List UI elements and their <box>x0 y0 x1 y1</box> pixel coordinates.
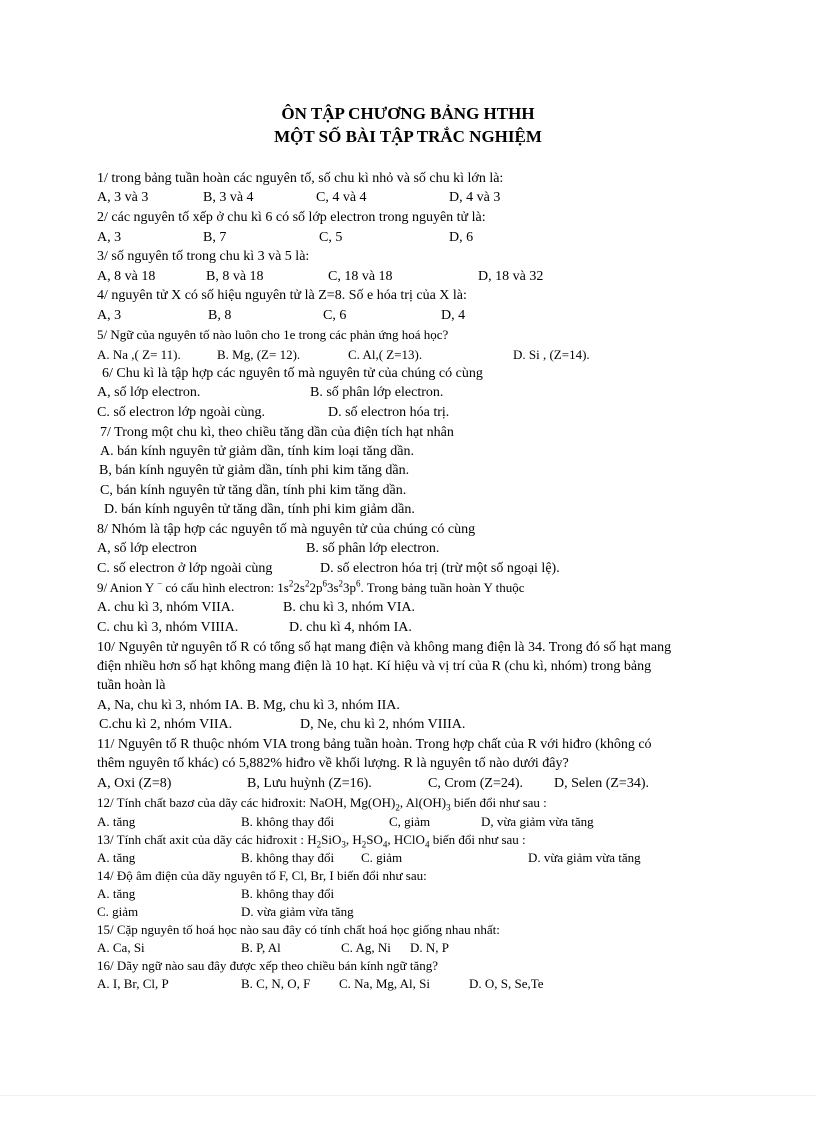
q1-option-b: B, 3 và 4 <box>203 190 254 205</box>
q14-option-b: B. không thay đổi <box>241 886 335 901</box>
question-7: 7/ Trong một chu kì, theo chiều tăng dần của điện tích hạt nhân <box>100 425 454 440</box>
q8-option-c: C. số electron ở lớp ngoài cùng <box>97 561 273 576</box>
q10-option-c: C.chu kì 2, nhóm VIIA. <box>99 717 233 732</box>
q9-option-c: C. chu kì 3, nhóm VIIIA. <box>97 620 239 635</box>
q6-option-b: B. số phân lớp electron. <box>310 385 444 400</box>
q12-option-d: D, vừa giảm vừa tăng <box>481 814 594 829</box>
q1-option-a: A, 3 và 3 <box>97 190 149 205</box>
q7-option-d: D. bán kính nguyên tử tăng dần, tính phi kim giảm dần. <box>104 502 415 517</box>
q6-option-a: A, số lớp electron. <box>97 385 201 400</box>
q14-option-c: C. giảm <box>97 904 139 919</box>
question-11-line-1: 11/ Nguyên tố R thuộc nhóm VIA trong bảng tuần hoàn. Trong hợp chất của R với hiđro (không có <box>97 737 652 752</box>
question-9: 9/ Anion Y − có cấu hình electron: $1s^22s^22p^63s^23p^6$. Trong bảng tuần hoàn Y thuộc <box>97 578 525 595</box>
q2-option-d: D, 6 <box>449 230 474 245</box>
q16-option-b: B. C, N, O, F <box>241 976 311 991</box>
q16-option-c: C. Na, Mg, Al, Si <box>339 976 431 991</box>
q4-option-b: B, 8 <box>208 308 232 323</box>
q12-option-c: C, giảm <box>389 814 431 829</box>
question-16: 16/ Dãy ngữ nào sau đây được xếp theo chiều bán kính ngữ tăng? <box>97 958 439 973</box>
question-10-line-3: tuần hoàn là <box>97 678 166 693</box>
q8-option-b: B. số phân lớp electron. <box>306 541 440 556</box>
q8-option-d: D. số electron hóa trị (trừ một số ngoại lệ). <box>320 561 560 576</box>
q13-option-c: C. giảm <box>361 850 403 865</box>
q12-option-b: B. không thay đổi <box>241 814 335 829</box>
question-8: 8/ Nhóm là tập hợp các nguyên tố mà nguyên tử của chúng có cùng <box>97 522 476 537</box>
q7-option-a: A. bán kính nguyên tử giảm dần, tính kim loại tăng dần. <box>100 444 414 459</box>
q6-option-c: C. số electron lớp ngoài cùng. <box>97 405 265 420</box>
q16-option-a: A. I, Br, Cl, P <box>97 976 169 991</box>
q6-option-d: D. số electron hóa trị. <box>328 405 450 420</box>
q15-option-c: C. Ag, Ni <box>341 940 391 955</box>
q13-option-d: D. vừa giảm vừa tăng <box>528 850 641 865</box>
q3-option-a: A, 8 và 18 <box>97 269 156 284</box>
question-2: 2/ các nguyên tố xếp ở chu kì 6 có số lớp electron trong nguyên tử là: <box>97 210 486 225</box>
q11-option-d: D, Selen (Z=34). <box>554 776 649 791</box>
title-line-1: ÔN TẬP CHƯƠNG BẢNG HTHH <box>281 104 535 123</box>
question-3: 3/ số nguyên tố trong chu kì 3 và 5 là: <box>97 249 310 264</box>
question-12: 12/ Tính chất bazơ của dãy các hiđroxit: NaOH, $Mg(OH)_2$, $Al(OH)_3$ biến đổi như sau : <box>97 795 547 813</box>
page-bottom-divider <box>0 1095 816 1096</box>
q9-option-d: D. chu kì 4, nhóm IA. <box>289 620 412 635</box>
question-13: 13/ Tính chất axit của dãy các hiđroxit : $H_2SiO_3$, $H_2SO_4$, HClO$_4$ biến đổi như sau : <box>97 832 526 850</box>
q16-option-d: D. O, S, Se,Te <box>469 976 544 991</box>
q12-option-a: A. tăng <box>97 814 136 829</box>
q1-option-c: C, 4 và 4 <box>316 190 367 205</box>
q11-option-c: C, Crom (Z=24). <box>428 776 523 791</box>
question-4: 4/ nguyên tử X có số hiệu nguyên tử là Z=8. Số e hóa trị của X là: <box>97 288 467 303</box>
question-1: 1/ trong bảng tuần hoàn các nguyên tố, số chu kì nhỏ và số chu kì lớn là: <box>97 171 504 186</box>
title-line-2: MỘT SỐ BÀI TẬP TRẮC NGHIỆM <box>274 127 542 146</box>
q11-option-a: A, Oxi (Z=8) <box>97 776 172 791</box>
question-11-line-2: thêm nguyên tố khác) có 5,882% hiđro về khối lượng. R là nguyên tố nào dưới đây? <box>97 756 569 771</box>
q9-option-a: A. chu kì 3, nhóm VIIA. <box>97 600 235 615</box>
q7-option-c: C, bán kính nguyên tử tăng dần, tính phi kim tăng dần. <box>100 483 407 498</box>
q7-option-b: B, bán kính nguyên tử giảm dần, tính phi kim tăng dần. <box>99 463 410 478</box>
q15-option-d: D. N, P <box>410 940 450 955</box>
q2-option-a: A, 3 <box>97 230 122 245</box>
question-6: 6/ Chu kì là tập hợp các nguyên tố mà nguyên tử của chúng có cùng <box>102 366 483 381</box>
question-15: 15/ Cặp nguyên tố hoá học nào sau đây có tính chất hoá học giống nhau nhất: <box>97 922 500 937</box>
q4-option-a: A, 3 <box>97 308 122 323</box>
question-10-line-1: 10/ Nguyên tử nguyên tố R có tổng số hạt mang điện và không mang điện là 34. Trong đó số hạt mang <box>97 640 672 655</box>
question-10-line-2: điện nhiều hơn số hạt không mang điện là 10 hạt. Kí hiệu và vị trí của R (chu kì, nhóm) trong bảng <box>97 659 652 674</box>
q2-option-b: B, 7 <box>203 230 227 245</box>
q5-option-a: A. Na ,( Z= 11). <box>97 347 181 362</box>
q11-option-b: B, Lưu huỳnh (Z=16). <box>247 776 372 791</box>
q2-option-c: C, 5 <box>319 230 343 245</box>
question-5: 5/ Ngữ của nguyên tố nào luôn cho 1e trong các phản ứng hoá học? <box>97 327 449 342</box>
q5-option-d: D. Si , (Z=14). <box>513 347 590 362</box>
q9-option-b: B. chu kì 3, nhóm VIA. <box>283 600 415 615</box>
q4-option-d: D, 4 <box>441 308 466 323</box>
q3-option-b: B, 8 và 18 <box>206 269 264 284</box>
q10-option-ab: A, Na, chu kì 3, nhóm IA. B. Mg, chu kì 3, nhóm IIA. <box>97 698 400 713</box>
q5-option-b: B. Mg, (Z= 12). <box>217 347 301 362</box>
q14-option-a: A. tăng <box>97 886 136 901</box>
q13-option-b: B. không thay đổi <box>241 850 335 865</box>
q14-option-d: D. vừa giảm vừa tăng <box>241 904 354 919</box>
q3-option-c: C, 18 và 18 <box>328 269 393 284</box>
q10-option-d: D, Ne, chu kì 2, nhóm VIIIA. <box>300 717 466 732</box>
q8-option-a: A, số lớp electron <box>97 541 197 556</box>
q1-option-d: D, 4 và 3 <box>449 190 501 205</box>
question-14: 14/ Độ âm điện của dãy nguyên tố F, Cl, Br, I biến đổi như sau: <box>97 868 427 883</box>
q15-option-b: B. P, Al <box>241 940 281 955</box>
q4-option-c: C, 6 <box>323 308 347 323</box>
q5-option-c: C. Al,( Z=13). <box>348 347 423 362</box>
q15-option-a: A. Ca, Si <box>97 940 145 955</box>
q3-option-d: D, 18 và 32 <box>478 269 544 284</box>
q13-option-a: A. tăng <box>97 850 136 865</box>
